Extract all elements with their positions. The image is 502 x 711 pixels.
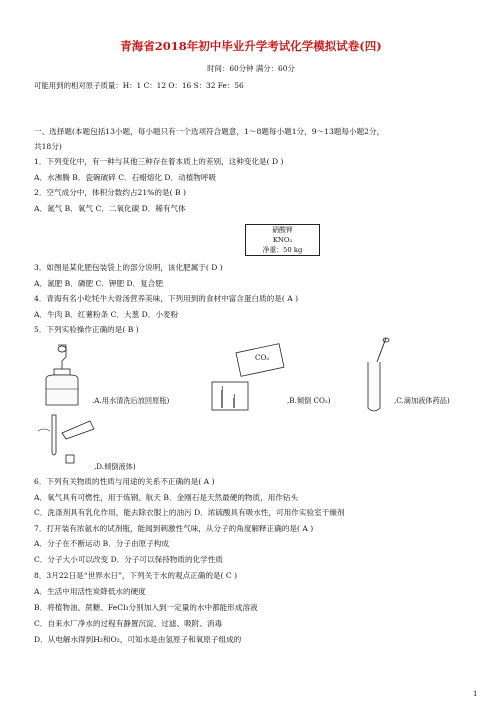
fertilizer-label-box xyxy=(245,224,320,256)
question-6-ab: A．氧气具有可燃性，用于炼钢、航天 B．金刚石是天然最硬的物质，用作钻头 xyxy=(34,493,299,502)
question-8: 8．3月22日是“世界水日”，下列关于水的观点正确的是( C ) xyxy=(34,571,238,580)
question-1-options: A．水沸腾 B．瓷碗破碎 C．石蜡熔化 D．动植物呼吸 xyxy=(34,173,217,182)
question-8-a: A．生活中用活性炭降低水的硬度 xyxy=(34,587,146,596)
figure-c-dropper xyxy=(360,336,396,416)
question-7-ab: A．分子在不断运动 B．分子由原子构成 xyxy=(34,539,169,548)
exam-title: 青海省2018年初中毕业升学考试化学模拟试卷(四) xyxy=(120,39,382,53)
section-line-1: 一、选择题(本题包括13小题，每小题只有一个选项符合题意，1～8题每小题1分，9～13题每小题2分， xyxy=(34,127,385,136)
question-4-options: A．牛肉 B．红薯粉条 C．大葱 D．小麦粉 xyxy=(34,310,179,319)
caption-c: ,C.滴加液体药品) xyxy=(394,396,450,405)
question-5: 5．下列实验操作正确的是( B ) xyxy=(34,325,139,334)
question-8-c: C．自来水厂净水的过程有静置沉淀、过滤、吸附、消毒 xyxy=(34,619,223,628)
bag-line-1: 硝酸钾 xyxy=(272,226,293,234)
section-line-2: 共18分) xyxy=(34,142,62,151)
bag-line-2: KNO₃ xyxy=(272,236,293,244)
question-2: 2．空气成分中，体积分数约占21%的是( B ) xyxy=(34,188,186,197)
figure-d-pour-liquid xyxy=(34,413,98,471)
question-3: 3．如图是某化肥包装袋上的部分说明，该化肥属于( D ) xyxy=(34,263,223,272)
question-2-options: A．氮气 B．氧气 C．二氧化碳 D．稀有气体 xyxy=(34,204,186,213)
question-6-cd: C．洗涤剂具有乳化作用，能去除衣服上的油污 D．浓硫酸具有吸水性，可用作实验室干燥剂 xyxy=(34,508,345,517)
question-7: 7．打开装有浓氨水的试剂瓶，能闻到刺激性气味，从分子的角度解释正确的是( A ) xyxy=(34,524,314,533)
question-7-cd: C．分子大小可以改变 D．分子可以保持物质的化学性质 xyxy=(34,555,223,564)
question-4: 4．青海有名小吃牦牛大骨汤营养美味，下列用到的食材中富含蛋白质的是( A ) xyxy=(34,294,299,303)
caption-a: .A.用水清洗后放回原瓶) xyxy=(92,396,170,405)
figure-a-bottle xyxy=(36,343,92,409)
co2-label: CO₂ xyxy=(255,353,270,362)
caption-b: ,B.倾倒 CO₂) xyxy=(287,396,331,405)
section-heading xyxy=(34,124,474,154)
question-1: 1．下列变化中，有一种与其他三种存在着本质上的差别，这种变化是( D ) xyxy=(34,157,284,166)
question-8-d: D．从电解水得到H₂和O₂，可知水是由氢原子和氧原子组成的 xyxy=(34,635,242,644)
question-3-options: A．氮肥 B．磷肥 C．钾肥 D．复合肥 xyxy=(34,279,163,288)
page-number: 1 xyxy=(473,690,478,698)
exam-meta: 时间：60分钟 满分：60分 xyxy=(207,64,295,73)
bag-line-3: 净重：50 kg xyxy=(262,246,303,254)
atomic-mass-note: 可能用到的相对原子质量：H：1 C：12 O：16 S：32 Fe：56 xyxy=(34,81,244,90)
question-6: 6．下列有关物质的性质与用途的关系不正确的是( A ) xyxy=(34,477,215,486)
question-8-b: B．将植物油、蔗糖、FeCl₃分别加入到一定量的水中都能形成溶液 xyxy=(34,603,258,612)
figure-b-co2-pour xyxy=(208,342,288,414)
caption-d: ,D.倾倒液体) xyxy=(94,462,136,471)
